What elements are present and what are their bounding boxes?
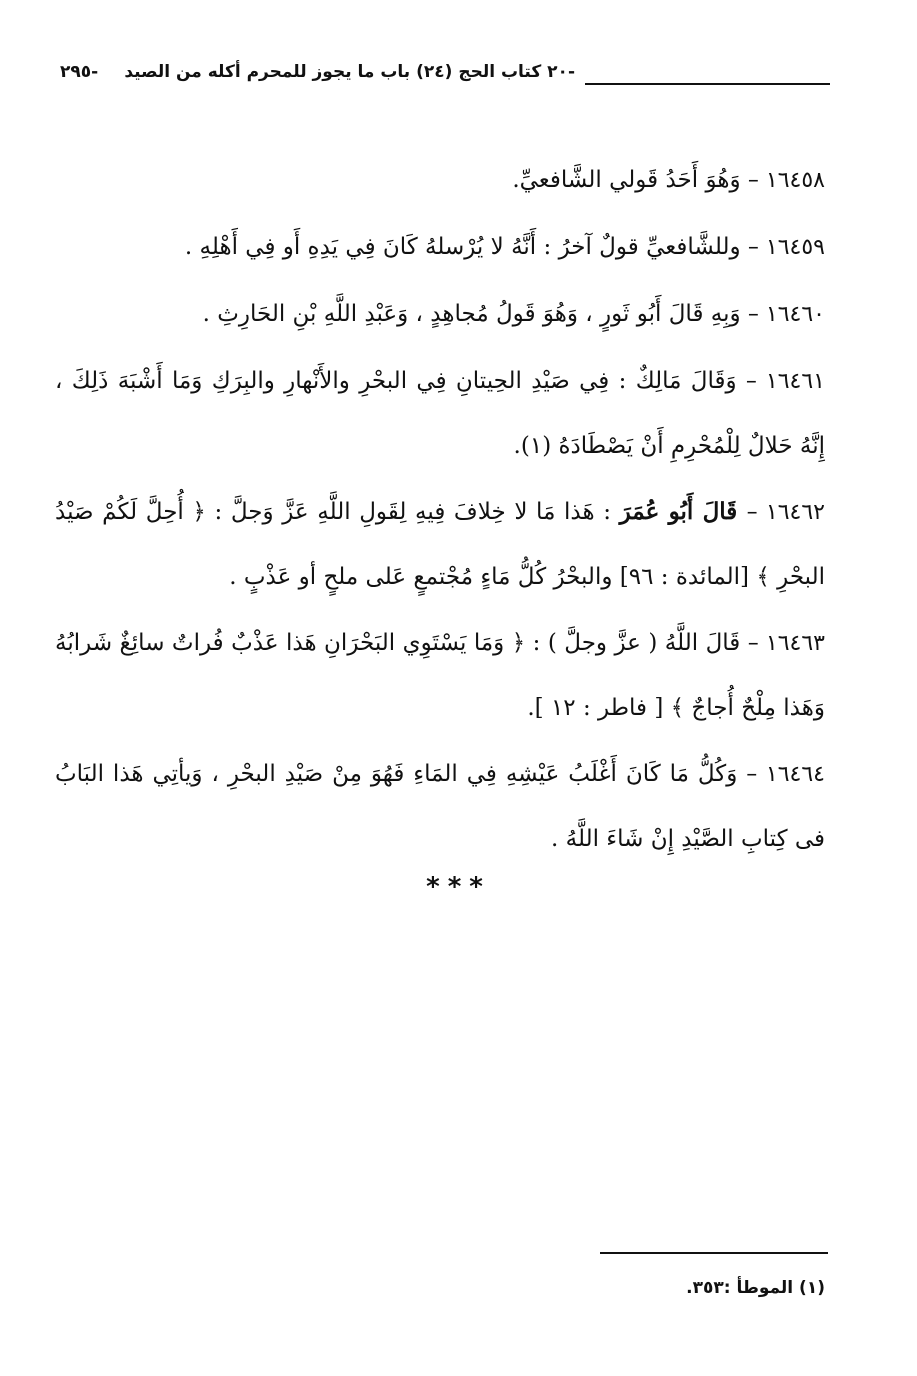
paragraph-16462 <box>55 480 825 609</box>
paragraph-16459 <box>55 215 825 280</box>
paragraph-bold-lead: قَالَ أَبُو عُمَرَ <box>619 498 747 525</box>
running-header <box>60 62 830 96</box>
paragraph-text: وَهُوَ أَحَدُ قَولي الشَّافعيِّ. <box>512 167 748 193</box>
paragraph-text: وَقَالَ مَالِكٌ : فِي صَيْدِ الحِيتانِ فِي البحْرِ والأَنْهارِ والبِرَكِ وَمَا أَشْبَهَ ذَلِكَ ، إِنَّهُ حَلالٌ لِلْمُحْرِمِ أَنْ يَصْطَادَهُ (١). <box>55 368 825 459</box>
paragraph-number: ١٦٤٥٨ – <box>747 168 825 193</box>
section-separator: *** <box>426 872 491 902</box>
paragraph-number: ١٦٤٦١ – <box>745 369 825 394</box>
main-text <box>55 148 825 873</box>
paragraph-16464 <box>55 742 825 871</box>
header-text-row <box>60 62 575 82</box>
paragraph-text: : هَذا مَا لا خِلافَ فِيهِ لِقَولِ اللَّهِ عَزَّ وَجلَّ : ﴿ أُحِلَّ لَكُمْ صَيْدُ البحْرِ ﴾ [المائدة : ٩٦] والبحْرُ كُلُّ مَاءٍ مُجْتمعٍ عَلى ملحٍ أو عَذْبٍ . <box>55 499 825 590</box>
paragraph-text: وَكُلُّ مَا كَانَ أَغْلَبُ عَيْشِهِ فِي المَاءِ فَهُوَ مِنْ صَيْدِ البحْرِ ، وَيأتِي هَذا البَابُ فى كِتابِ الصَّيْدِ إِنْ شَاءَ اللَّهُ . <box>55 761 825 852</box>
paragraph-number: ١٦٤٦٠ – <box>747 302 825 327</box>
footnote-rule <box>600 1252 828 1254</box>
paragraph-number: ١٦٤٦٣ – <box>747 631 825 656</box>
paragraph-text: وَبِهِ قَالَ أَبُو ثَورٍ ، وَهُوَ قَولُ مُجاهِدٍ ، وَعَبْدِ اللَّهِ بْنِ الحَارِثِ . <box>202 301 748 327</box>
page-number: -٢٩٥ <box>60 62 99 82</box>
header-rule <box>585 83 830 85</box>
footnote: (١) الموطأ :٣٥٣. <box>686 1278 825 1298</box>
paragraph-text: وللشَّافعيِّ قولٌ آخرُ : أَنَّهُ لا يُرْسلهُ كَانَ فِي يَدِهِ أَو فِي أَهْلِهِ . <box>184 234 748 260</box>
paragraph-number: ١٦٤٦٢ – <box>746 500 825 525</box>
paragraph-16460 <box>55 282 825 347</box>
paragraph-16458 <box>55 148 825 213</box>
paragraph-text: قَالَ اللَّهُ ( عزَّ وجلَّ ) : ﴿ وَمَا يَسْتَوِي البَحْرَانِ هَذا عَذْبٌ فُراتٌ سائِغٌ شَرابُهُ وَهَذا مِلْحٌ أُجاجٌ ﴾ [ فاطر : ١٢ ]. <box>55 630 825 721</box>
chapter-title: -٢٠ كتاب الحج (٢٤) باب ما يجوز للمحرم أكله من الصيد <box>124 62 575 82</box>
paragraph-16461 <box>55 349 825 478</box>
paragraph-16463 <box>55 611 825 740</box>
paragraph-number: ١٦٤٥٩ – <box>747 235 825 260</box>
paragraph-number: ١٦٤٦٤ – <box>746 762 825 787</box>
